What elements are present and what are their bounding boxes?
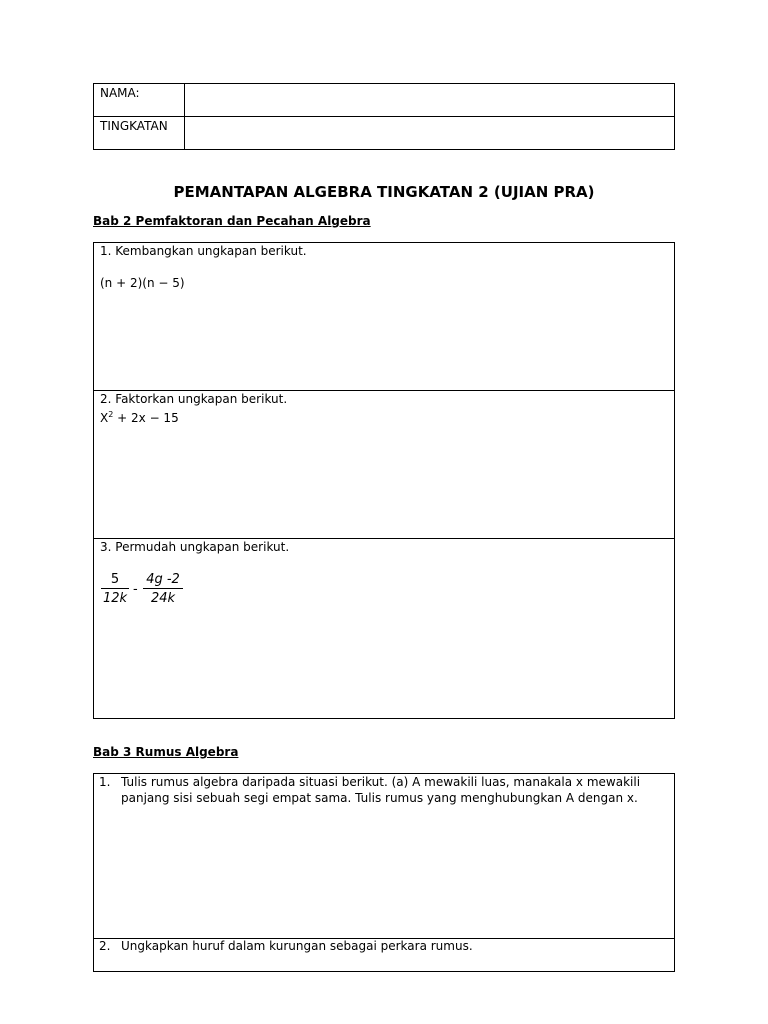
fraction-2-denominator: 24k	[150, 591, 176, 606]
chapter3-q1-number: 1.	[99, 775, 111, 789]
expression-rest: + 2x − 15	[113, 411, 179, 425]
chapter2-q3-answer-area[interactable]	[94, 615, 674, 718]
level-field[interactable]	[185, 117, 674, 149]
chapter3-q2-text: Ungkapkan huruf dalam kurungan sebagai perkara rumus.	[121, 939, 473, 953]
chapter2-heading: Bab 2 Pemfaktoran dan Pecahan Algebra	[93, 214, 371, 228]
chapter3-q1-answer-area[interactable]	[94, 810, 674, 937]
chapter3-q2-answer-area[interactable]	[94, 955, 674, 971]
chapter2-q1-text: 1. Kembangkan ungkapan berikut.	[100, 244, 307, 258]
fraction-2	[143, 572, 183, 607]
chapter3-q1-text: Tulis rumus algebra daripada situasi berikut. (a) A mewakili luas, manakala x mewakili panjang sisi sebuah segi empat sama. Tulis rumus yang menghubungkan A dengan x.	[121, 775, 641, 805]
fraction-1-numerator: 5	[110, 572, 120, 587]
fraction-1-bar	[101, 588, 129, 589]
chapter2-q3-text: 3. Permudah ungkapan berikut.	[100, 540, 290, 554]
chapter2-q2-expression	[100, 407, 179, 426]
expression-exponent: 2	[108, 410, 114, 419]
expression-base: X	[100, 411, 109, 425]
fraction-2-bar	[143, 588, 183, 589]
chapter2-q1-answer-area[interactable]	[94, 295, 674, 389]
name-label: NAMA:	[100, 86, 140, 100]
chapter2-q2-answer-area[interactable]	[94, 427, 674, 537]
level-label: TINGKATAN	[100, 119, 168, 133]
fraction-operator: -	[133, 582, 138, 597]
chapter2-q2-text: 2. Faktorkan ungkapan berikut.	[100, 392, 288, 406]
chapter2-q1-expression: (n + 2)(n − 5)	[100, 276, 185, 290]
fraction-2-numerator: 4g -2	[146, 572, 180, 587]
page-title: PEMANTAPAN ALGEBRA TINGKATAN 2 (UJIAN PRA)	[173, 183, 595, 201]
name-field[interactable]	[185, 84, 674, 116]
fraction-1-denominator: 12k	[102, 591, 128, 606]
chapter3-heading: Bab 3 Rumus Algebra	[93, 745, 239, 759]
fraction-1	[101, 572, 129, 607]
chapter3-q2-number: 2.	[99, 939, 111, 953]
